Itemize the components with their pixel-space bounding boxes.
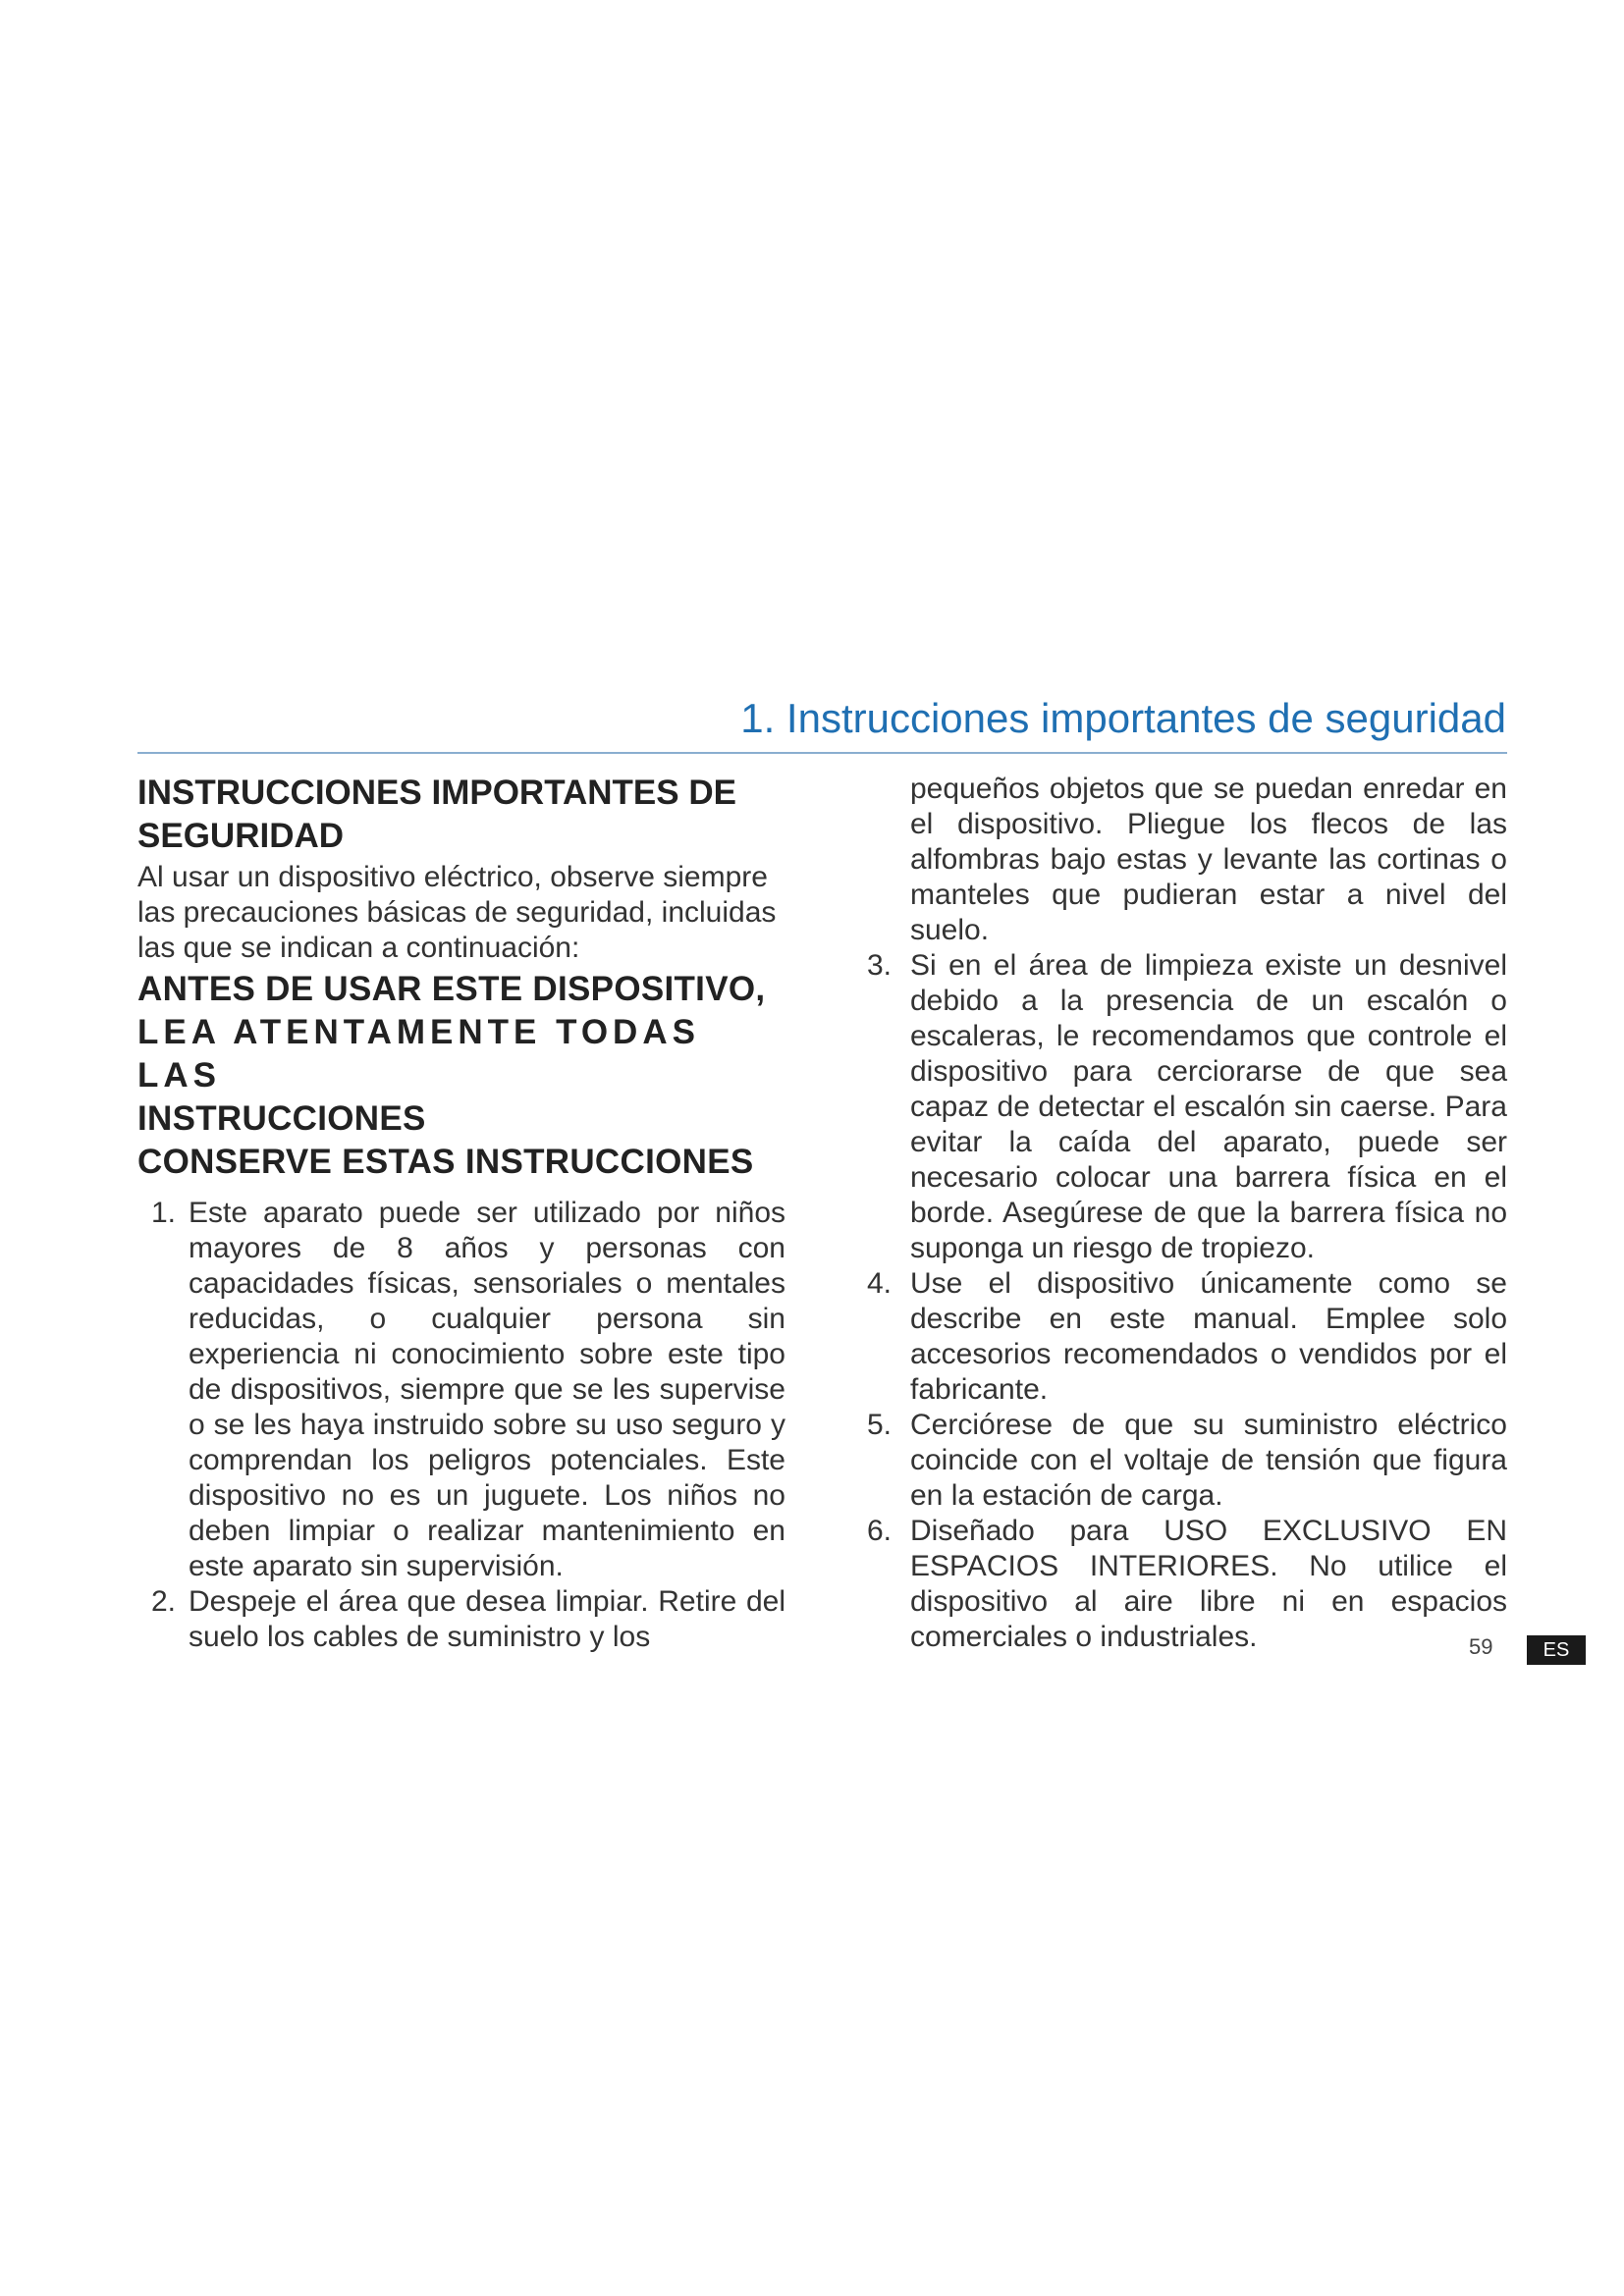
keep-instructions-line: CONSERVE ESTAS INSTRUCCIONES — [137, 1143, 754, 1181]
list-item — [137, 1584, 785, 1655]
list-item-text: Este aparato puede ser utilizado por niños mayores de 8 años y personas con capacidades físicas, sensoriales o mentales reducidas, o cualquier persona sin experiencia ni conocimiento sobre este tipo de dispositivos, siempre que se les supervise o se les haya instruido sobre su uso seguro y comprendan los peligros potenciales. Este dispositivo no es un juguete. Los niños no deben limpiar o realizar mantenimiento en este aparato sin supervisión. — [189, 1197, 785, 1582]
intro-paragraph: Al usar un dispositivo eléctrico, observe siempre las precauciones básicas de seguridad, incluidas las que se indican a continuación: — [137, 861, 777, 964]
list-item-number: 1. — [151, 1197, 177, 1229]
safety-heading — [137, 772, 785, 858]
warning-heading — [137, 968, 785, 1184]
list-item — [859, 948, 1507, 1266]
safety-list-left — [137, 1196, 785, 1655]
safety-heading-line1: INSTRUCCIONES IMPORTANTES DE — [137, 774, 736, 812]
list-item-text: Cerciórese de que su suministro eléctrico coincide con el voltaje de tensión que figura en la estación de carga. — [910, 1409, 1507, 1512]
warning-line1: ANTES DE USAR ESTE DISPOSITIVO, — [137, 970, 766, 1008]
warning-line2: LEA ATENTAMENTE TODAS LAS — [137, 1013, 700, 1095]
list-item — [859, 1408, 1507, 1514]
safety-heading-line2: SEGURIDAD — [137, 817, 345, 855]
list-item-number: 5. — [867, 1409, 893, 1441]
list-item-number: 2. — [151, 1585, 177, 1618]
list-item-continuation: pequeños objetos que se puedan enredar en el dispositivo. Pliegue los flecos de las alfombras bajo estas y levante las cortinas o manteles que pudieran estar a nivel del suelo. — [910, 773, 1507, 946]
list-item-number: 3. — [867, 949, 893, 982]
list-item-number: 4. — [867, 1267, 893, 1300]
list-item-text: Despeje el área que desea limpiar. Retire del suelo los cables de suministro y los — [189, 1585, 785, 1653]
list-item-text: Diseñado para USO EXCLUSIVO EN ESPACIOS INTERIORES. No utilice el dispositivo al aire libre ni en espacios comerciales o industriales. — [910, 1515, 1507, 1653]
list-item — [859, 1266, 1507, 1408]
list-item — [137, 1196, 785, 1584]
left-column — [137, 772, 785, 1655]
safety-list-right — [859, 948, 1507, 1655]
language-badge: ES — [1527, 1635, 1586, 1665]
list-item-number: 6. — [867, 1515, 893, 1547]
title-divider — [137, 752, 1507, 754]
page-number: 59 — [1469, 1634, 1493, 1659]
list-item-text: Use el dispositivo únicamente como se describe en este manual. Emplee solo accesorios recomendados o vendidos por el fabricante. — [910, 1267, 1507, 1406]
list-item-text: Si en el área de limpieza existe un desnivel debido a la presencia de un escalón o escaleras, le recomendamos que controle el dispositivo para cerciorarse de que sea capaz de detectar el escalón sin caerse. Para evitar la caída del aparato, puede ser necesario colocar una barrera física en el borde. Asegúrese de que la barrera física no suponga un riesgo de tropiezo. — [910, 949, 1507, 1264]
section-title: 1. Instrucciones importantes de seguridad — [740, 695, 1506, 741]
list-item — [859, 1514, 1507, 1655]
right-column — [859, 772, 1507, 1655]
warning-line3: INSTRUCCIONES — [137, 1099, 426, 1138]
